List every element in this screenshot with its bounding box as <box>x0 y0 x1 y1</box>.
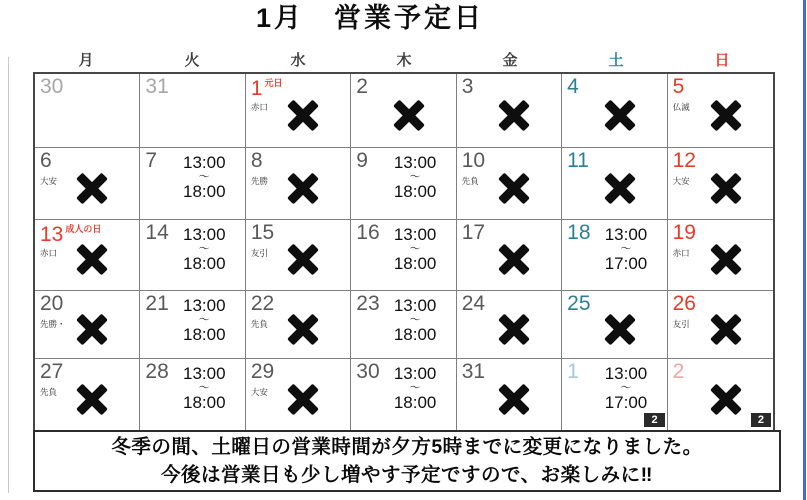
open-to-time: 18:00 <box>393 254 437 274</box>
day-number: 31 <box>461 360 486 383</box>
closed-x-icon <box>601 310 639 348</box>
open-from-time: 13:00 <box>393 225 437 244</box>
rokuyo-label: 赤口 <box>40 248 58 258</box>
open-to-time: 18:00 <box>393 182 437 202</box>
closed-x-icon <box>73 380 111 418</box>
day-number: 26 <box>672 292 696 315</box>
day-number: 16 <box>356 221 380 244</box>
tilde-separator: 〜 <box>409 314 421 327</box>
closed-x-icon <box>73 241 111 279</box>
calendar-grid <box>33 72 775 432</box>
day-number: 19 <box>672 221 696 244</box>
open-from-time: 13:00 <box>182 296 226 315</box>
closed-x-icon <box>284 310 322 348</box>
link-hint-badge[interactable]: 2 <box>751 413 771 427</box>
open-to-time: 18:00 <box>393 393 437 413</box>
weekday-header-thu: 木 <box>396 52 412 69</box>
closed-x-icon <box>284 241 322 279</box>
open-to-time: 17:00 <box>604 254 648 274</box>
open-to-time: 18:00 <box>182 325 226 345</box>
tilde-separator: 〜 <box>620 382 632 395</box>
rokuyo-label: 先勝 <box>250 176 268 186</box>
day-number: 2 <box>356 75 368 98</box>
open-from-time: 13:00 <box>393 296 437 315</box>
tilde-separator: 〜 <box>409 243 421 256</box>
left-edge-line <box>8 57 9 493</box>
closed-x-icon <box>284 380 322 418</box>
calendar-day-cell <box>668 74 773 148</box>
closed-x-icon <box>707 169 745 207</box>
rokuyo-label: 先勝・ <box>40 319 66 329</box>
calendar-day-cell <box>351 359 456 430</box>
calendar-day-cell <box>140 74 245 148</box>
open-from-time: 13:00 <box>182 225 226 244</box>
calendar-day-cell <box>351 220 456 291</box>
open-hours <box>167 364 242 414</box>
day-number: 31 <box>145 75 169 98</box>
closed-x-icon <box>73 310 111 348</box>
rokuyo-label: 赤口 <box>672 248 690 258</box>
notice-box <box>33 430 781 492</box>
day-number: 27 <box>40 360 64 383</box>
weekday-header-fri: 金 <box>502 52 518 69</box>
calendar-day-cell <box>35 291 140 359</box>
open-hours <box>378 364 453 414</box>
day-number: 12 <box>672 149 696 172</box>
holiday-label: 成人の日 <box>65 224 102 234</box>
rokuyo-label: 大安 <box>672 176 690 186</box>
calendar-day-cell <box>140 220 245 291</box>
right-edge-line <box>803 0 806 500</box>
weekday-header-sat: 土 <box>608 52 624 69</box>
day-number: 6 <box>40 149 52 172</box>
calendar-day-cell <box>562 359 667 430</box>
calendar-day-cell <box>35 148 140 220</box>
calendar-day-cell <box>246 359 351 430</box>
day-number: 30 <box>40 75 64 98</box>
tilde-separator: 〜 <box>198 382 210 395</box>
weekday-header-wed: 水 <box>290 52 306 69</box>
open-to-time: 18:00 <box>182 393 226 413</box>
calendar-day-cell <box>35 359 140 430</box>
rokuyo-label: 友引 <box>672 319 690 329</box>
day-number: 21 <box>145 292 169 315</box>
open-hours <box>378 153 453 203</box>
tilde-separator: 〜 <box>198 314 210 327</box>
open-hours <box>167 153 242 203</box>
open-from-time: 13:00 <box>604 364 648 383</box>
rokuyo-label: 赤口 <box>250 102 268 112</box>
open-hours <box>588 364 663 414</box>
calendar-day-cell <box>35 74 140 148</box>
calendar-day-cell <box>351 74 456 148</box>
calendar-day-cell <box>35 220 140 291</box>
day-number: 8 <box>250 149 263 172</box>
holiday-label: 元日 <box>264 78 283 88</box>
rokuyo-label: 友引 <box>250 248 268 258</box>
open-hours <box>167 296 242 346</box>
calendar-day-cell <box>246 148 351 220</box>
closed-x-icon <box>601 169 639 207</box>
calendar-day-cell <box>140 148 245 220</box>
weekday-header-sun: 日 <box>714 52 730 69</box>
rokuyo-label: 先負 <box>40 387 58 397</box>
weekday-header-tue: 火 <box>184 52 200 69</box>
weekday-header-row <box>33 50 775 72</box>
calendar-day-cell <box>457 148 562 220</box>
rokuyo-label: 大安 <box>40 176 58 186</box>
rokuyo-label: 先負 <box>250 319 268 329</box>
calendar-day-cell <box>668 291 773 359</box>
page-title: 1月 営業予定日 <box>255 3 485 33</box>
day-number: 11 <box>567 149 589 172</box>
closed-x-icon <box>707 97 745 135</box>
open-hours <box>378 296 453 346</box>
tilde-separator: 〜 <box>409 382 421 395</box>
rokuyo-label: 仏滅 <box>672 102 690 112</box>
rokuyo-label: 大安 <box>250 387 268 397</box>
day-number: 1 <box>250 77 263 100</box>
calendar-day-cell <box>140 291 245 359</box>
closed-x-icon <box>707 380 745 418</box>
calendar-day-cell <box>140 359 245 430</box>
day-number: 5 <box>672 75 685 98</box>
closed-x-icon <box>495 97 533 135</box>
closed-x-icon <box>284 169 322 207</box>
closed-x-icon <box>707 310 745 348</box>
tilde-separator: 〜 <box>620 243 632 256</box>
closed-x-icon <box>601 97 639 135</box>
open-to-time: 18:00 <box>182 254 226 274</box>
open-from-time: 13:00 <box>182 364 226 383</box>
open-from-time: 13:00 <box>393 153 437 172</box>
closed-x-icon <box>284 97 322 135</box>
open-hours <box>588 225 663 275</box>
day-number: 24 <box>461 292 486 315</box>
closed-x-icon <box>707 241 745 279</box>
rokuyo-label: 先負 <box>461 176 479 186</box>
calendar-day-cell <box>457 220 562 291</box>
closed-x-icon <box>495 380 533 418</box>
closed-x-icon <box>495 241 533 279</box>
notice-line-2: 今後は営業日も少し増やす予定ですので、お楽しみに‼ <box>161 464 653 486</box>
calendar-day-cell <box>562 220 667 291</box>
closed-x-icon <box>73 169 111 207</box>
day-number: 2 <box>672 360 685 383</box>
calendar-day-cell <box>351 291 456 359</box>
open-to-time: 18:00 <box>182 182 226 202</box>
day-number: 10 <box>461 149 486 172</box>
link-hint-badge[interactable]: 2 <box>644 413 664 427</box>
calendar-day-cell <box>457 359 562 430</box>
closed-x-icon <box>390 97 428 135</box>
day-number: 15 <box>250 221 275 244</box>
day-number: 20 <box>40 292 64 315</box>
calendar-day-cell <box>457 74 562 148</box>
day-number: 28 <box>145 360 169 383</box>
calendar-day-cell <box>562 291 667 359</box>
tilde-separator: 〜 <box>198 171 210 184</box>
open-hours <box>378 225 453 275</box>
calendar-day-cell <box>562 148 667 220</box>
day-number: 1 <box>567 360 579 383</box>
open-from-time: 13:00 <box>393 364 437 383</box>
open-from-time: 13:00 <box>604 225 648 244</box>
open-to-time: 18:00 <box>393 325 437 345</box>
open-from-time: 13:00 <box>182 153 226 172</box>
notice-line-1: 冬季の間、土曜日の営業時間が夕方5時までに変更になりました。 <box>111 435 703 458</box>
day-number: 9 <box>356 149 368 172</box>
calendar-day-cell <box>246 74 351 148</box>
day-number: 7 <box>145 149 158 172</box>
calendar-day-cell <box>351 148 456 220</box>
closed-x-icon <box>495 169 533 207</box>
open-to-time: 17:00 <box>604 393 648 413</box>
day-number: 29 <box>250 360 275 383</box>
day-number: 14 <box>145 221 169 244</box>
day-number: 22 <box>250 292 275 315</box>
day-number: 23 <box>356 292 380 315</box>
day-number: 18 <box>567 221 591 244</box>
calendar-day-cell <box>457 291 562 359</box>
open-hours <box>167 225 242 275</box>
calendar-day-cell <box>246 291 351 359</box>
day-number: 25 <box>567 292 591 315</box>
day-number: 13 <box>40 223 64 246</box>
day-number: 17 <box>461 221 486 244</box>
calendar-day-cell <box>668 359 773 430</box>
weekday-header-mon: 月 <box>78 52 94 69</box>
day-number: 4 <box>567 75 579 98</box>
calendar-day-cell <box>668 148 773 220</box>
day-number: 30 <box>356 360 380 383</box>
tilde-separator: 〜 <box>409 171 421 184</box>
closed-x-icon <box>495 310 533 348</box>
calendar-day-cell <box>562 74 667 148</box>
calendar-day-cell <box>668 220 773 291</box>
day-number: 3 <box>461 75 474 98</box>
calendar-day-cell <box>246 220 351 291</box>
tilde-separator: 〜 <box>198 243 210 256</box>
